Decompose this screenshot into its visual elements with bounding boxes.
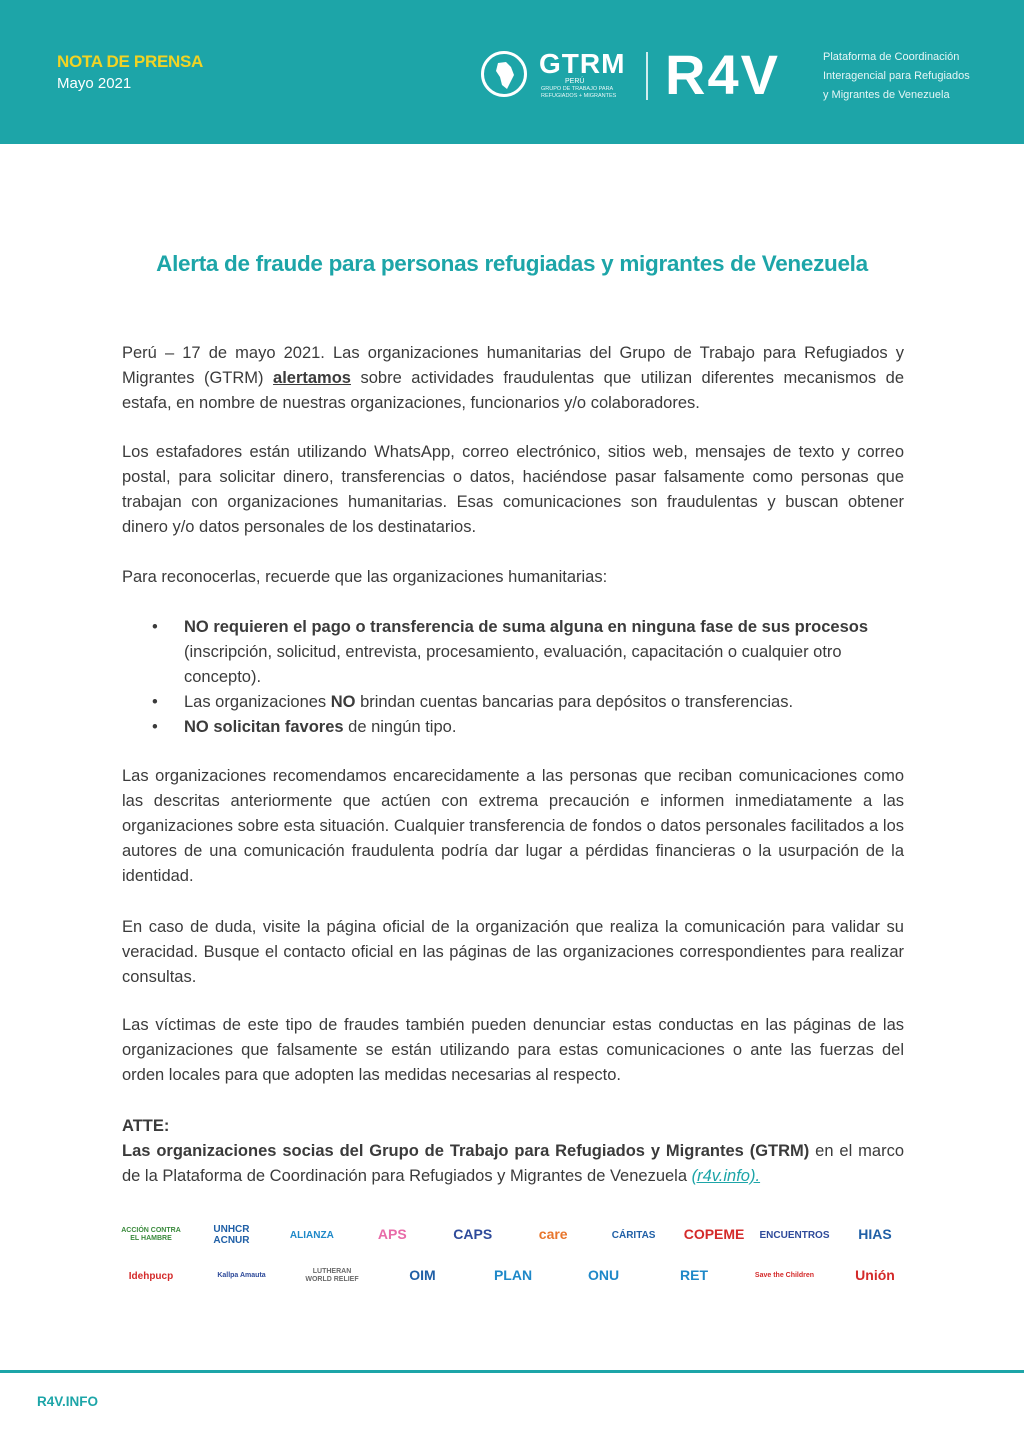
partner-logo: CAPS <box>453 1226 493 1243</box>
footer-website-link[interactable]: R4V.INFO <box>37 1394 99 1409</box>
logo-divider <box>646 52 648 100</box>
partner-logo: Kallpa Amauta <box>217 1272 266 1280</box>
partner-logo: APS <box>377 1226 407 1243</box>
partner-logo: LUTHERAN WORLD RELIEF <box>305 1268 359 1283</box>
paragraph-intro <box>122 341 904 416</box>
paragraph-recommendation: Las organizaciones recomendamos encarecidamente a las personas que reciban comunicaciones como las descritas anteriormente que actúen con extrema precaución e informen inmediatamente a las organizaciones sobre esta situación. Cualquier transferencia de fondos o datos personales facilitados a los autores de una comunicación fraudulenta podría dar lugar a pérdidas financieras o la usurpación de la identidad. <box>122 767 904 885</box>
paragraph-text: sobre actividades fraudulentas que utilizan diferentes mecanismos de estafa, en nombre de nuestras organizaciones, funcionarios y/o colaboradores. <box>122 369 904 412</box>
paragraph-recognize: Para reconocerlas, recuerde que las organizaciones humanitarias: <box>122 568 608 586</box>
r4v-link[interactable]: (r4v.info). <box>691 1167 761 1185</box>
gtrm-wordmark: GTRM <box>539 48 626 79</box>
bullet-text: brindan cuentas bancarias para depósitos o transferencias. <box>355 693 794 711</box>
gtrm-country: PERÚ <box>565 78 585 85</box>
signature-atte: ATTE: <box>122 1117 170 1135</box>
partner-logo: ALIANZA <box>289 1229 334 1241</box>
list-item <box>122 690 904 715</box>
bullet-text: (inscripción, solicitud, entrevista, procesamiento, evaluación, capacitación o cualquier otro concepto). <box>184 643 842 686</box>
r4v-subtitle <box>823 48 993 105</box>
signature-block <box>122 1114 904 1189</box>
bullet-icon: • <box>152 693 158 711</box>
partner-logo: RET <box>680 1267 708 1284</box>
peru-map-icon <box>481 51 527 97</box>
document-title: Alerta de fraude para personas refugiadas y migrantes de Venezuela <box>156 251 868 276</box>
partner-logo: COPEME <box>683 1226 745 1243</box>
partner-logo: HIAS <box>858 1226 892 1243</box>
partner-logo: OIM <box>409 1267 436 1284</box>
bullet-list <box>122 615 904 740</box>
partner-logo: ENCUENTROS <box>759 1229 830 1241</box>
partner-logos-row-1 <box>118 1215 908 1255</box>
paragraph-victims: Las víctimas de este tipo de fraudes también pueden denunciar estas conductas en las páginas de las organizaciones que falsamente se están utilizando para estas comunicaciones o ante las fuerzas del orden locales para que adopten las medidas necesarias al respecto. <box>122 1016 904 1084</box>
press-release-label: NOTA DE PRENSA <box>57 52 203 71</box>
bullet-bold: NO solicitan favores <box>184 718 344 736</box>
r4v-subtitle-line: y Migrantes de Venezuela <box>823 89 950 101</box>
partner-logo: Save the Children <box>754 1272 815 1280</box>
r4v-wordmark: R4V <box>665 43 780 106</box>
gtrm-subtitle: GRUPO DE TRABAJO PARA REFUGIADOS + MIGRANTES <box>541 86 617 99</box>
partner-logo: ONU <box>587 1267 620 1284</box>
partner-logo: Idehpucp <box>128 1270 174 1282</box>
partner-logo: PLAN <box>493 1267 533 1284</box>
signature-text: en el marco de la Plataforma de Coordinación para Refugiados y Migrantes de Venezuela <box>122 1142 904 1185</box>
r4v-subtitle-line: Plataforma de Coordinación <box>823 51 960 63</box>
list-item <box>122 615 904 690</box>
bullet-icon: • <box>152 618 158 636</box>
paragraph-text: Perú – 17 de mayo 2021. Las organizaciones humanitarias del Grupo de Trabajo para Refugiados y Migrantes (GTRM) <box>122 344 904 387</box>
signature-orgs: Las organizaciones socias del Grupo de Trabajo para Refugiados y Migrantes (GTRM) <box>122 1142 810 1160</box>
partner-logo: Unión <box>855 1267 895 1284</box>
partner-logo: ACCIÓN CONTRA EL HAMBRE <box>121 1227 181 1242</box>
paragraph-methods: Los estafadores están utilizando WhatsApp, correo electrónico, sitios web, mensajes de texto y correo postal, para solicitar dinero, transferencias o datos, haciéndose pasar falsamente como personas que trabajan con organizaciones humanitarias. Esas comunicaciones son fraudulentas y buscan obtener dinero y/o datos personales de los destinatarios. <box>122 443 904 536</box>
header-banner <box>0 0 1024 144</box>
list-item <box>122 715 904 740</box>
partner-logos-row-2 <box>118 1256 908 1296</box>
bullet-icon: • <box>152 718 158 736</box>
bullet-text: Las organizaciones <box>184 693 331 711</box>
partner-logo: UNHCR ACNUR <box>213 1224 250 1246</box>
r4v-subtitle-line: Interagencial para Refugiados <box>823 70 970 82</box>
bullet-bold: NO <box>330 693 356 711</box>
paragraph-doubt: En caso de duda, visite la página oficial de la organización que realiza la comunicación para validar su veracidad. Busque el contacto oficial en las páginas de las organizaciones correspondientes para realizar consultas. <box>122 918 904 986</box>
partner-logo: CÁRITAS <box>611 1229 656 1241</box>
press-release-date: Mayo 2021 <box>57 75 132 92</box>
bullet-text: de ningún tipo. <box>343 718 457 736</box>
footer-divider <box>0 1370 1024 1373</box>
gtrm-logo <box>481 48 633 104</box>
bullet-bold: NO requieren el pago o transferencia de suma alguna en ninguna fase de sus procesos <box>184 618 869 636</box>
partner-logo: care <box>538 1226 568 1243</box>
emphasis-alertamos: alertamos <box>273 369 351 387</box>
